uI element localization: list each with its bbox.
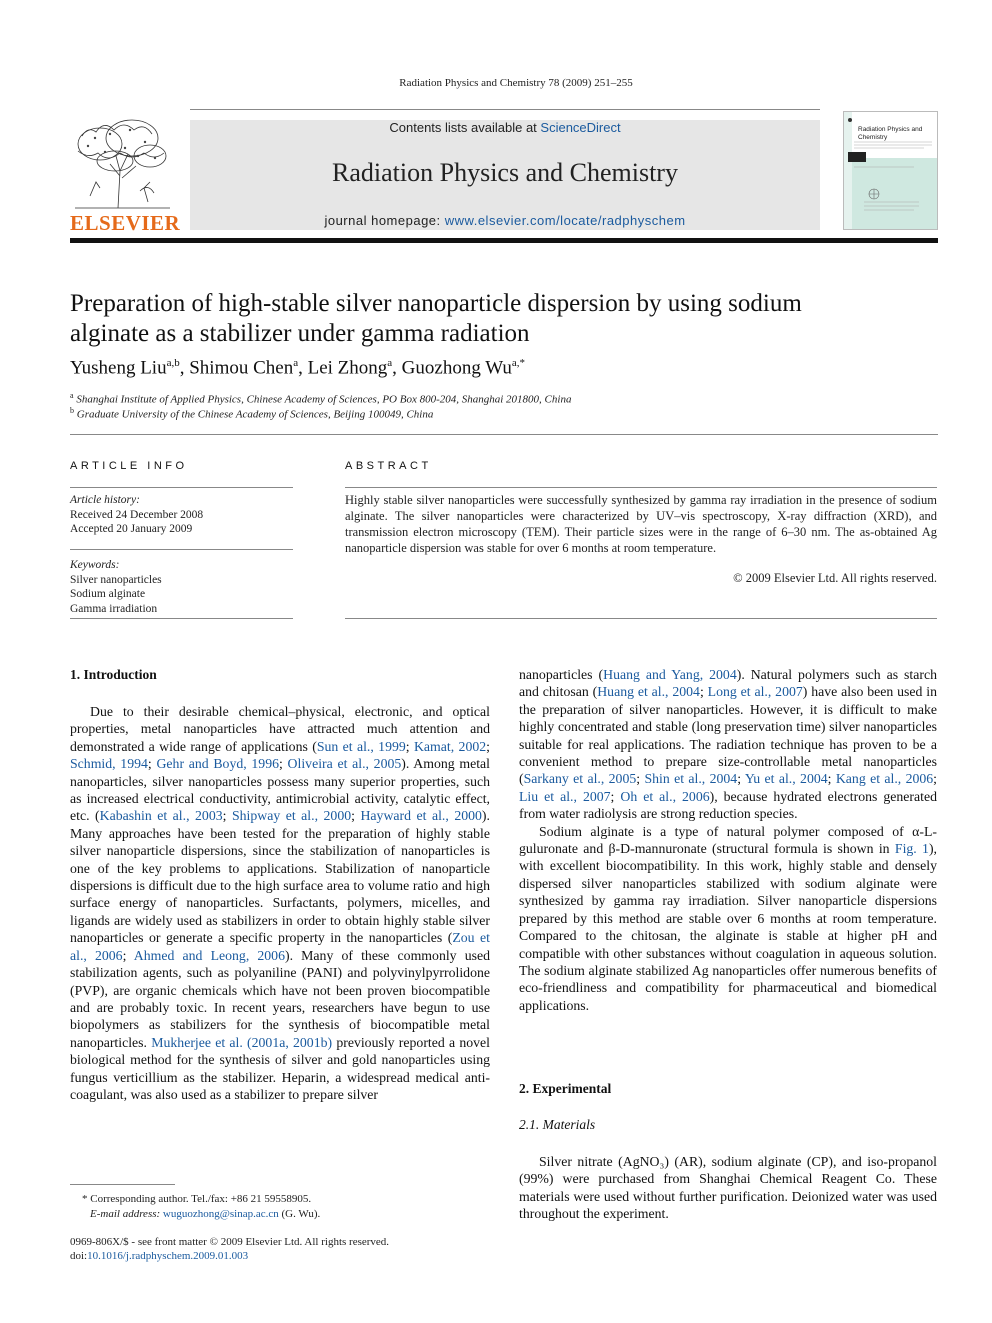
author-affiliation-mark: a (387, 357, 393, 369)
homepage-link[interactable]: www.elsevier.com/locate/radphyschem (444, 213, 686, 228)
body-text: ), because hydrated electrons generated from water radiolysis are strong reduction species. (519, 788, 937, 822)
affiliation-label: b (70, 406, 74, 415)
section-2-1-heading: 2.1. Materials (519, 1117, 596, 1132)
author-name[interactable]: Yusheng Liu (70, 357, 167, 379)
keywords-block (70, 558, 293, 616)
citation-link[interactable]: Huang and Yang, 2004 (603, 667, 737, 682)
citation-link[interactable]: Ahmed and Leong, 2006 (133, 947, 285, 963)
body-text: ; (351, 808, 361, 824)
doi-line (70, 1250, 490, 1262)
keyword: Silver nanoparticles (70, 573, 162, 586)
affiliation-rule (70, 434, 938, 435)
tree-icon (70, 116, 174, 211)
title-line-2: alginate as a stabilizer under gamma radiation (70, 320, 530, 347)
author-affiliation-mark: a,b (166, 357, 180, 369)
citation-link[interactable]: Yu et al., 2004 (744, 771, 828, 787)
body-text: ; (147, 756, 157, 772)
introduction-paragraph-continued (519, 666, 937, 823)
doi-link[interactable]: 10.1016/j.radphyschem.2009.01.003 (87, 1250, 249, 1262)
right-column (519, 666, 937, 1014)
paper-title (70, 289, 938, 349)
sodium-alginate-paragraph (519, 823, 937, 1014)
citation-link[interactable]: Hayward et al., 2000 (360, 808, 482, 824)
abstract-heading: ABSTRACT (345, 460, 432, 472)
citation-link[interactable]: Fig. 1 (894, 841, 929, 857)
citation-link[interactable]: Oh et al., 2006 (620, 788, 710, 804)
body-text: ). Natural polymers such as starch and chitosan ( (519, 667, 937, 700)
running-head: Radiation Physics and Chemistry 78 (2009) 251–255 (399, 77, 633, 89)
abstract-copyright: © 2009 Elsevier Ltd. All rights reserved. (733, 571, 937, 585)
citation-link[interactable]: Mukherjee et al. (2001a, 2001b) (151, 1034, 333, 1050)
issn-line: 0969-806X/$ - see front matter © 2009 Elsevier Ltd. All rights reserved. (70, 1236, 390, 1248)
contents-line (190, 120, 820, 135)
citation-link[interactable]: Schmid, 1994 (70, 756, 148, 772)
body-text: ; (636, 771, 645, 787)
author-name[interactable]: Shimou Chen (189, 357, 294, 379)
citation-link[interactable]: Sarkany et al., 2005 (523, 771, 637, 787)
body-text: ). Many of these commonly used stabilization agents, such as polyaniline (PANI) and polyvinylpyrrolidone (PVP), are organic chemicals which have not been proven biocompatible and are probably toxic. In recent years, researchers have begun to use biopolymers as stabilizers for the synthesis of biocompatible metal nanoparticles. (70, 947, 490, 1050)
homepage-prefix: journal homepage: (324, 213, 445, 228)
affiliation-label: a (70, 391, 74, 400)
body-text: ; (827, 771, 836, 787)
body-text: nanoparticles ( (519, 667, 604, 682)
body-text: ; (122, 947, 134, 963)
article-history (70, 493, 293, 537)
journal-homepage (190, 213, 820, 228)
body-text: ; (222, 808, 232, 824)
citation-link[interactable]: Oliveira et al., 2005 (287, 756, 402, 772)
affiliation-a (70, 391, 938, 406)
accepted-date: Accepted 20 January 2009 (70, 523, 193, 535)
history-rule (70, 549, 293, 550)
author-name[interactable]: Guozhong Wu (401, 357, 512, 379)
materials-paragraph: Silver nitrate (AgNO₃) (AR), sodium alginate (CP), and iso-propanol (99%) were purchased from Shanghai Chemical Reagent Co. These materials were used without further purification. Deionized water was used throughout the experiment. (519, 1154, 937, 1222)
body-text: ). Many approaches have been tested for the preparation of highly stable silver nanoparticle dispersions, since the stabilization of nanoparticles is one of the key problems to applications. Stabilization of nanoparticle dispersions is difficult due to the high surface area to volume ratio and high surface energy of nanoparticles. Surfactants, polymers, micelles, and ligands are widely used as stabilizers in order to obtain highly stable silver nanoparticles or generate a specific property in the nanoparticles ( (70, 808, 490, 946)
keywords-label: Keywords: (70, 559, 120, 571)
history-label: Article history: (70, 494, 140, 506)
abstract-top-rule (345, 487, 937, 488)
body-text: Sodium alginate is a type of natural polymer composed of α-L-guluronate and β-D-mannuronate (structural formula is shown in (519, 823, 937, 857)
left-column (70, 703, 490, 1103)
body-text: ; (610, 788, 621, 804)
received-date: Received 24 December 2008 (70, 508, 204, 521)
citation-link[interactable]: Shin et al., 2004 (644, 771, 738, 787)
body-text: ; (405, 738, 414, 754)
affiliation-text: Graduate University of the Chinese Academy of Sciences, Beijing 100049, China (76, 408, 434, 421)
citation-link[interactable]: Gehr and Boyd, 1996 (156, 756, 279, 772)
email-note (70, 1208, 510, 1220)
introduction-paragraph (70, 703, 490, 1103)
cover-title: Radiation Physics and Chemistry (858, 126, 923, 141)
title-line-1: Preparation of high-stable silver nanoparticle dispersion by using sodium (70, 290, 802, 317)
footnote-rule (70, 1184, 175, 1185)
body-text: previously reported a novel biological method for the synthesis of silver and gold nanoparticles using fungus verticillium as the stabilizer. Heparin, a widespread medical anti-coagulant, was also used as a stabilizer to prepare silver (70, 1034, 490, 1102)
body-text: ). Among metal nanoparticles, silver nanoparticles possess many superior properties, such as increased electrical conductivity, antimicrobial activity, catalytic effect, etc. ( (70, 756, 490, 824)
body-text: ; (486, 738, 490, 754)
header-top-rule (190, 109, 820, 110)
abstract-bottom-rule (345, 618, 937, 619)
article-info-heading: ARTICLE INFO (70, 460, 188, 472)
body-text: Due to their desirable chemical–physical, electronic, and optical properties, metal nanoparticles have attracted much attention and demonstrated a wide range of applications ( (70, 704, 490, 754)
abstract-text: Highly stable silver nanoparticles were successfully synthesized by gamma ray irradiation in the presence of sodium alginate. The silver nanoparticles were characterized by UV–vis spectroscopy, X-ray diffraction (XRD), and transmission electron microscopy (TEM). Their particle sizes were in the range of 6–30 nm. The as-obtained Ag nanoparticle dispersion was stable for over 6 months at room temperature. (345, 493, 937, 555)
author-name[interactable]: Lei Zhong (307, 357, 388, 379)
affiliation-text: Shanghai Institute of Applied Physics, Chinese Academy of Sciences, PO Box 800-204, Shanghai 201800, China (76, 393, 572, 406)
citation-link[interactable]: Kang et al., 2006 (835, 771, 934, 787)
keywords-rule (70, 618, 293, 619)
journal-title: Radiation Physics and Chemistry (332, 158, 678, 187)
sciencedirect-link[interactable]: ScienceDirect (540, 120, 621, 135)
body-text: ), with excellent biocompatibility. In this work, highly stable and densely dispersed silver nanoparticles stabilized with sodium alginate were synthesized by gamma ray irradiation. Silver nanoparticle dispersions prepared by this method are stable over 6 months at room temperature. Compared to the chitosan, the alginate is stable at higher pH and compatible with other substances without coagulation in aqueous solution. The sodium alginate stabilized Ag nanoparticles offer numerous benefits of eco-friendliness and compatibility for pharmaceutical and biomedical applications. (519, 841, 937, 1013)
header-thick-rule (70, 238, 938, 243)
email-suffix: (G. Wu). (278, 1208, 321, 1220)
citation-link[interactable]: Huang et al., 2004 (597, 684, 700, 700)
section-2-heading: 2. Experimental (519, 1081, 612, 1096)
elsevier-wordmark: ELSEVIER (70, 211, 181, 235)
materials-text-block (519, 1153, 937, 1223)
citation-link[interactable]: Liu et al., 2007 (519, 788, 611, 804)
elsevier-logo[interactable] (70, 116, 181, 235)
article-info-rule (70, 487, 293, 488)
corresponding-author-note: * Corresponding author. Tel./fax: +86 21 59558905. (82, 1193, 312, 1205)
journal-cover[interactable] (843, 111, 938, 230)
citation-link[interactable]: Zou et al., 2006 (70, 930, 490, 963)
email-link[interactable]: wuguozhong@sinap.ac.cn (162, 1208, 279, 1220)
author-affiliation-mark: a (293, 357, 299, 369)
body-text: ; (933, 771, 938, 787)
citation-link[interactable]: Long et al., 2007 (707, 684, 803, 700)
citation-link[interactable]: Sun et al., 1999 (316, 738, 406, 754)
keyword: Sodium alginate (70, 588, 146, 600)
citation-link[interactable]: Kabashin et al., 2003 (99, 808, 223, 824)
citation-link[interactable]: Kamat, 2002 (413, 738, 487, 754)
section-1-heading: 1. Introduction (70, 667, 157, 682)
affiliation-b (70, 406, 938, 421)
doi-prefix: doi: (70, 1250, 88, 1262)
body-text: ; (737, 771, 745, 787)
author-list: Yusheng Liu$^{a,b}$, Shimou Chen$^a$, Lei Zhong$^a$, Guozhong $Wu^{a,*}$ (70, 357, 526, 379)
contents-prefix: Contents lists available at (389, 120, 541, 135)
citation-link[interactable]: Shipway et al., 2000 (231, 808, 352, 824)
body-text: ; (279, 756, 288, 772)
keyword: Gamma irradiation (70, 602, 158, 615)
body-text: ; (699, 684, 708, 700)
author-affiliation-mark: a,* (511, 357, 526, 369)
email-label: E-mail address: (90, 1208, 161, 1220)
body-text: ) have also been used in the preparation of silver nanoparticles. However, it is difficult to make highly concentrated and stable (long preservation time) silver nanoparticles suitable for real applications. The radiation technique has proven to be a convenient method to prepare size-controllable metal nanoparticles ( (519, 684, 937, 787)
